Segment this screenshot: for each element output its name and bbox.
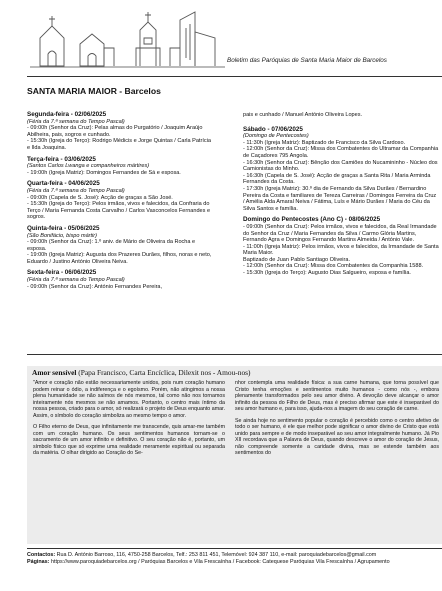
header-divider: [27, 76, 442, 77]
footer-divider: [27, 548, 442, 549]
liturgical-note: (Féria da 7.ª semana do Tempo Pascal): [27, 187, 125, 194]
mass-intention: - 11:30h (Igreja Matriz): Baptizado de Francisco da Silva Cardoso.: [243, 139, 406, 146]
day-heading: Domingo do Pentecostes (Ano C) - 08/06/2025: [243, 216, 381, 224]
day-heading: Sexta-feira - 06/06/2025: [27, 269, 97, 277]
mass-intention: - 16:30h (Senhor da Cruz): Bênção dos Camiões do Nucamininho - Núcleo dos Camionistas do Minho.: [243, 159, 438, 173]
mass-intention: - 11:00h (Igreja Matriz): Pelos irmãos, vivos e falecidos, da Irmandade de Santa Maria Maior.: [243, 243, 439, 257]
mass-intention: - 12:00h (Senhor da Cruz): Missa dos Combatentes do Ultramar da Companhia de Caçadores 795 Angola.: [243, 146, 439, 159]
liturgical-note: (Santos Carlos Lwanga e companheiros mártires): [27, 163, 150, 170]
day-heading: Quarta-feira - 04/06/2025: [27, 180, 100, 188]
mass-intention: - 09:00h (Senhor da Cruz): 1.º aniv. de Mário de Oliveira da Rocha e esposa.: [27, 239, 196, 252]
liturgical-note: (São Bonifácio, bispo mártir): [27, 232, 97, 239]
contacts-label: Contactos:: [27, 552, 56, 558]
mass-intention: - 15:30h (Igreja do Terço): Rodrigo Médicis e Jorge Quintas / Carla Patrícia e Ilda Joaquina.: [27, 138, 211, 151]
pages-text: https://www.paroquiadebarcelos.org / Paróquias Barcelos e Vila Frescaínha / Facebook: Catequese Paróquias Vila Frescaínha / Agrupamento: [50, 559, 390, 565]
bulletin-title: Boletim das Paróquias de Santa Maria Maior de Barcelos: [227, 57, 387, 64]
mass-intention: - 09:00h (Senhor da Cruz): Pelas almas do Purgatório / Joaquim Araújo Abilheira, pais, sogros e cunhado.: [27, 125, 203, 138]
amor-title-text: Amor sensível: [32, 368, 77, 377]
mass-intention: - 19:00h (Igreja Matriz): Domingos Fernandes de Sá e esposa.: [27, 169, 181, 176]
day-heading: Segunda-feira - 02/06/2025: [27, 111, 107, 118]
pages-label: Páginas:: [27, 559, 50, 565]
mass-intention: - 15:30h (Igreja do Terço): Augusto Dias Salgueiro, esposa e família.: [243, 270, 411, 277]
amor-paragraph: Se ainda hoje no sentimento popular o coração é percebido como o centro afetivo de todo o ser humano, é ele que melhor pode significar o amor divino de Cristo que está unido para sempre e de modo inseparável ao seu amor integralmente humano. Já Pio XII recordava que a Palavra de Deus, quando descreve o amor do coração de Jesus, não compreende somente a caridade divina, mas se estende também aos sentimentos do: [235, 417, 439, 457]
section-title: SANTA MARIA MAIOR - Barcelos: [27, 86, 161, 96]
mass-intention: Baptizado de Juan Pablo Santiago Oliveira.: [243, 256, 351, 263]
section-divider: [27, 354, 442, 355]
liturgical-note: (Domingo de Pentecostes): [243, 133, 309, 140]
mass-intention: - 16:30h (Capela de S. José): Acção de graças a Santa Rita / Maria Arminda Fernandes da Costa.: [243, 172, 431, 186]
mass-intention: - 09:00h (Senhor da Cruz): Pelos irmãos, vivos e falecidos, da Real Irmandade do Senhor da Cruz / Maria Fernandes da Silva / Carmo Glória Martins, Fernando Agra e Domingos Fernando Martins Almeida / António Vale.: [243, 223, 437, 244]
day-heading: Quinta-feira - 05/06/2025: [27, 224, 100, 232]
amor-paragraph: O Filho eterno de Deus, que infinitamente me transcende, quis amar-me também com um coração humano. Os seus sentimentos humanos tornam-se o sacramento de um amor infinito e definitivo. O seu coração não é, portanto, um símbolo físico que só exprime uma realidade meramente espiritual ou separada da matéria. O olhar dirigido ao Coração do Se-: [33, 424, 225, 457]
amor-paragraph: "Amor e coração não estão necessariamente unidos, pois num coração humano podem reinar o ódio, a indiferença e o egoísmo. Porém, não atingimos a nossa plena humanidade se não saímos de nós mesmos, tal como não nos tornamos inteiramente nós mesmos se não amamos. Portanto, o centro mais íntimo da nossa pessoa, criado para o amor, só realizará o projeto de Deus enquanto amar. Assim, o símbolo do coração simboliza ao mesmo tempo o amor.: [33, 380, 225, 419]
liturgical-note: (Féria da 7.ª semana do Tempo Pascal): [27, 277, 125, 284]
mass-intention: - 15:30h (Igreja do Terço): Pelos irmãos, vivos e falecidos, da Confraria do Terço / Maria Fernanda Costa Carvalho / Carlos Vasconcelos Fernandes e sogros.: [27, 201, 211, 221]
bulletin-header: [0, 0, 442, 82]
footer: [27, 552, 390, 566]
footer-contacts: [27, 552, 390, 559]
amor-left-column: [33, 380, 225, 462]
liturgical-note: (Féria da 7.ª semana do Tempo Pascal): [27, 118, 125, 125]
schedule-right-column: [243, 112, 439, 277]
churches-logo-icon: [30, 8, 225, 70]
mass-intention: - 09:00h (Senhor da Cruz): António Fernandes Pereira,: [27, 283, 163, 290]
contacts-text: Rua D. António Barroso, 116, 4750-258 Barcelos, Telf.: 253 811 451, Telemóvel: 924 387 110, e-mail: paroquiadebarcelos@gmail.com: [56, 552, 377, 558]
mass-intention: - 17:30h (Igreja Matriz): 30.º dia de Fernando da Silva Durães / Bernardino Pereira da Costa e familiares de Tereza Carreiras / Domingos Ferreira da Cruz / Amélia Alda Amaral Neiva / Fátima, Luís e Mário Durães / Maria do Céu da Silva Santos e família.: [243, 185, 437, 212]
mass-intention: - 19:00h (Igreja Matriz): Augusta dos Prazeres Durães, filhos, noras e neto, Eduardo / Justino António Oliveira Neiva.: [27, 252, 212, 265]
continuation-text: pais e cunhado / Manuel António Oliveira Lopes.: [243, 112, 363, 118]
mass-intention: - 09:00h (Capela de S. José): Acção de graças a São José.: [27, 194, 173, 201]
day-heading: Terça-feira - 03/06/2025: [27, 155, 96, 163]
amor-source: (Papa Francisco, Carta Encíclica, Dilexit nos - Amou-nos): [78, 368, 251, 377]
amor-title: [32, 368, 250, 377]
footer-pages: [27, 559, 390, 566]
day-heading: Sábado - 07/06/2025: [243, 125, 303, 133]
schedule-left-column: [27, 112, 213, 290]
amor-right-column: [235, 380, 439, 462]
mass-intention: - 12:00h (Senhor da Cruz): Missa dos Combatentes da Companhia 1588.: [243, 263, 424, 270]
amor-paragraph: nhor contempla uma realidade física: a sua carne humana, que torna possível que Cristo tenha emoções e sentimentos muito humanos - como nós -, embora plenamente transformados pelo seu amor divino. A devoção deve alcançar o amor infinito da pessoa do Filho de Deus, mas é preciso afirmar que este é inseparável do seu amor humano e, para isso, ajuda-nos a imagem do seu coração de carne.: [235, 380, 439, 413]
